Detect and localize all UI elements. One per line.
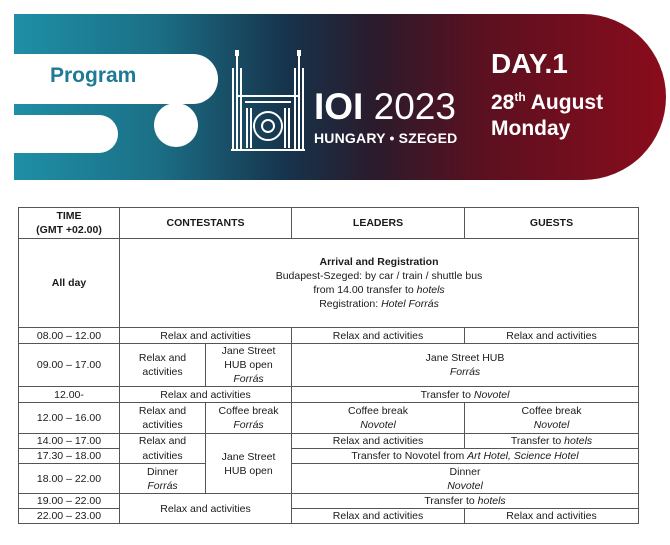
header-leaders: LEADERS [292,208,465,239]
time-cell: 19.00 – 22.00 [19,494,120,509]
time-cell: 08.00 – 12.00 [19,328,120,344]
leaders-cell: Relax and activities [292,328,465,344]
leaders-cell: Relax and activities [292,509,465,524]
time-cell: 14.00 – 17.00 [19,434,120,449]
leaders-guests-cell: Jane Street HUB Forrás [292,344,639,387]
time-cell: 12.00- [19,387,120,403]
table-row [19,403,639,434]
program-pill [14,54,218,104]
coffee-break-cell: Coffee break Forrás [206,403,292,434]
logo-location: HUNGARY • SZEGED [314,130,458,146]
date-day: 28 [491,91,515,114]
decorative-dot [154,103,198,147]
table-row [19,449,639,464]
contestants-cell: Relax and activities [120,328,292,344]
decorative-bar [14,115,118,153]
time-cell: 22.00 – 23.00 [19,509,120,524]
leaders-guests-cell: Transfer to Novotel [292,387,639,403]
day-title: DAY.1 [491,48,568,79]
jane-street-hub-cell: Jane Street HUB open Forrás [206,344,292,387]
guests-cell: Relax and activities [465,509,639,524]
time-cell: 17.30 – 18.00 [19,449,120,464]
leaders-guests-cell: Transfer to Novotel from Art Hotel, Science Hotel [292,449,639,464]
time-cell: 09.00 – 17.00 [19,344,120,387]
jane-street-hub-cell: Jane Street HUB open [206,434,292,494]
arrival-title: Arrival and Registration [319,256,439,268]
contestants-cell: Dinner Forrás [120,464,206,494]
table-row [19,434,639,449]
leaders-guests-cell: Dinner Novotel [292,464,639,494]
table-row [19,387,639,403]
leaders-cell: Relax and activities [292,434,465,449]
table-row [19,344,639,387]
header-guests: GUESTS [465,208,639,239]
header-contestants: CONTESTANTS [120,208,292,239]
contestants-cell: Relax and activities [120,387,292,403]
date-suffix: th [514,90,526,104]
ioi-church-logo-icon [227,50,309,154]
time-cell: All day [19,239,120,328]
contestants-cell: Relax and activities [120,403,206,434]
contestants-cell: Relax and activities [120,344,206,387]
arrival-cell: Arrival and Registration Budapest-Szeged: by car / train / shuttle bus from 14.00 transfer to hotels Registration: Hotel Forrás [120,239,639,328]
leaders-cell: Coffee break Novotel [292,403,465,434]
table-row [19,494,639,509]
table-row [19,239,639,328]
day-block [491,48,603,142]
time-cell: 18.00 – 22.00 [19,464,120,494]
day-weekday: Monday [491,117,571,140]
logo-ioi: IOI [314,86,364,127]
contestants-cell: Relax and activities [120,494,292,524]
header-banner [14,14,666,180]
schedule-table [18,207,639,524]
logo-title [314,86,456,128]
program-label: Program [50,64,137,87]
date-month: August [530,91,604,114]
time-cell: 12.00 – 16.00 [19,403,120,434]
header-time: TIME (GMT +02.00) [19,208,120,239]
contestants-cell: activities [120,449,206,464]
contestants-cell: Relax and [120,434,206,449]
table-row [19,509,639,524]
leaders-guests-cell: Transfer to hotels [292,494,639,509]
table-header-row [19,208,639,239]
guests-cell: Coffee break Novotel [465,403,639,434]
guests-cell: Relax and activities [465,328,639,344]
day-date [491,84,603,116]
guests-cell: Transfer to hotels [465,434,639,449]
logo-year: 2023 [373,86,456,127]
table-row [19,328,639,344]
table-row [19,464,639,494]
